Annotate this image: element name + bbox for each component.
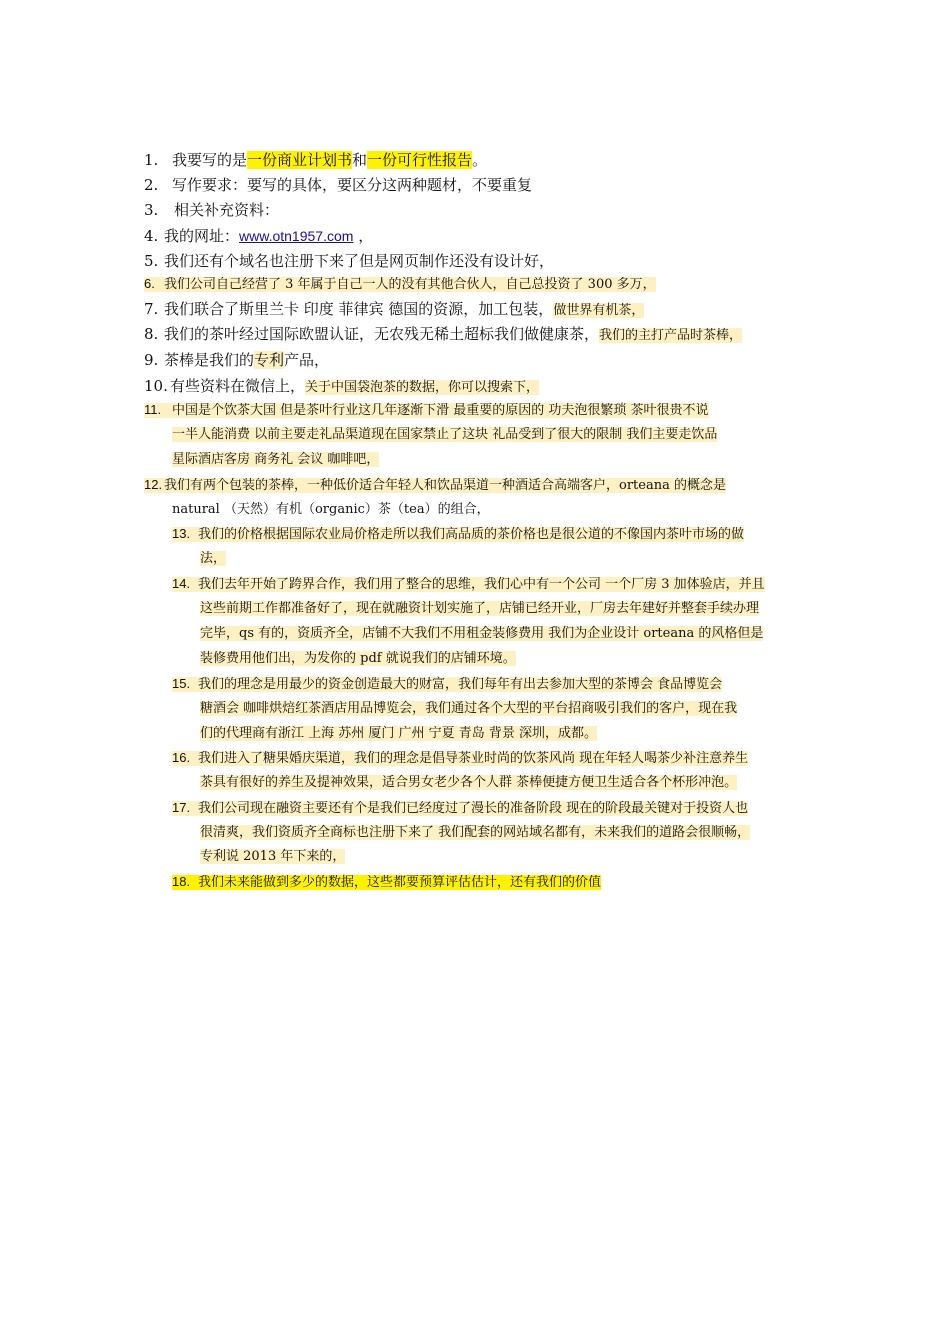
item-line [200,549,226,569]
item-number: 4. [144,227,159,245]
list-item-2 [144,175,532,195]
item-text: 。 [472,151,488,169]
item-line [200,724,597,744]
item-text: 我的网址： [164,227,240,245]
list-item-8 [144,324,742,346]
item-number: 14. [172,576,191,591]
item-text: natural （天然）有机（organic）茶（tea）的组合， [172,502,490,517]
item-text: 我们的茶叶经过国际欧盟认证，无农残无稀土超标我们做健康茶， [164,325,600,343]
item-line [200,649,516,669]
item-number: 5. [144,252,159,270]
item-line [200,823,750,843]
item-number: 9. [144,351,159,369]
highlight-text: 我们的主打产品时茶棒， [599,328,743,343]
item-text: 们的代理商有浙江 上海 苏州 厦门 广州 宁夏 青岛 背景 深圳，成都。 [200,726,598,741]
item-number: 6. [144,276,155,291]
item-line [200,599,759,619]
item-text: 中国是个饮茶大国 但是茶叶行业这几年逐渐下滑 最重要的原因的 功夫泡很繁琐 茶叶很贵不说 [172,403,709,418]
item-text: 我们公司自己经营了 3 年属于自己一人的没有其他合伙人，自己总投资了 300 多万， [164,277,656,292]
item-text: 相关补充资料： [174,201,280,219]
item-line [172,500,490,520]
item-text: 这些前期工作都准备好了，现在就融资计划实施了，店铺已经开业，厂房去年建好并整套手续办理 [200,601,760,616]
item-number: 15. [172,676,191,691]
item-number: 11. [144,402,162,417]
item-number: 17. [172,800,191,815]
item-line [172,574,765,595]
item-text: 法， [200,551,227,566]
item-text: 我们还有个域名也注册下来了但是网页制作还没有设计好， [164,252,555,270]
highlight-text: 做世界有机茶， [553,303,645,318]
item-number: 2. [144,176,159,194]
item-text: 我们公司现在融资主要还有个是我们已经度过了漫长的准备阶段 现在的阶段最关键对于投资人也 [198,801,749,816]
item-text: 我们有两个包装的茶棒，一种低价适合年轻人和饮品渠道一种酒适合高端客户，orteana 的概念是 [164,478,726,493]
item-number: 16. [172,750,191,765]
list-item-4 [144,226,373,246]
item-text: 我们的理念是用最少的资金创造最大的财富，我们每年有出去参加大型的茶博会 食品博览会 [198,677,723,692]
item-number: 7. [144,300,159,318]
item-text: 我们未来能做到多少的数据，这些都要预算评估估计，还有我们的价值 [198,875,602,890]
item-line [144,475,726,496]
item-line [200,847,345,867]
item-text: 装修费用他们出，为发你的 pdf 就说我们的店铺环境。 [200,651,516,666]
item-line [172,798,748,819]
highlight-text: 专利 [254,351,285,369]
list-item-5 [144,251,554,271]
item-text: 我们去年开始了跨界合作，我们用了整合的思维，我们心中有一个公司 一个厂房 3 加体验店，并且 [198,577,765,592]
list-item-3 [144,200,279,220]
item-text: 完毕，qs 有的，资质齐全，店铺不大我们不用租金装修费用 我们为企业设计 orteana 的风格但是 [200,626,764,641]
item-line [172,748,748,769]
item-number: 3. [144,201,159,219]
item-text: 茶棒是我们的 [164,351,255,369]
list-item-18 [172,872,601,893]
item-line [200,773,737,793]
list-item-7 [144,299,644,321]
item-text: 专利说 2013 年下来的， [200,849,346,864]
list-item-9 [144,350,329,370]
item-text: 有些资料在微信上， [170,377,306,395]
highlight-feasibility-report: 一份可行性报告 [367,151,473,169]
item-line [144,400,709,421]
item-text: 茶具有很好的养生及提神效果，适合男女老少各个人群 茶棒便捷方便卫生适合各个杯形冲泡。 [200,775,738,790]
item-number: 10. [144,377,168,395]
item-text: 一半人能消费 以前主要走礼品渠道现在国家禁止了这块 礼品受到了很大的限制 我们主要走饮品 [172,427,718,442]
highlight-business-plan: 一份商业计划书 [247,151,353,169]
item-text: 我们进入了糖果婚庆渠道，我们的理念是倡导茶业时尚的饮茶风尚 现在年轻人喝茶少补注意养生 [198,751,749,766]
item-text: 产品， [284,351,330,369]
item-number: 13. [172,526,191,541]
item-text: ， [353,227,374,245]
item-line [172,524,744,545]
item-text: 很清爽，我们资质齐全商标也注册下来了 我们配套的网站域名都有，未来我们的道路会很顺畅， [200,825,751,840]
list-item-6 [144,274,656,295]
item-number: 18. [172,874,191,889]
highlighted-item [144,277,656,292]
item-line [200,624,763,644]
item-text: 糖酒会 咖啡烘焙红茶酒店用品博览会，我们通过各个大型的平台招商吸引我们的客户，现在我 [200,701,738,716]
item-text: 我们的价格根据国际农业局价格走所以我们高品质的茶价格也是很公道的不像国内茶叶市场的做 [198,527,745,542]
item-number: 8. [144,325,159,343]
item-line [200,699,737,719]
item-line [172,450,379,470]
list-item-1 [144,150,487,170]
item-number: 1. [144,151,159,169]
website-link[interactable]: www.otn1957.com [239,228,354,244]
highlight-text: 关于中国袋泡茶的数据，你可以搜索下， [305,380,540,395]
list-item-10 [144,376,539,398]
item-text: 和 [352,151,368,169]
item-text: 我们联合了斯里兰卡 印度 菲律宾 德国的资源，加工包装， [164,300,554,318]
item-text: 星际酒店客房 商务礼 会议 咖啡吧， [172,452,380,467]
item-text: 写作要求：要写的具体，要区分这两种题材，不要重复 [172,176,533,194]
item-line [172,425,717,445]
item-text: 我要写的是 [172,151,248,169]
item-line [172,674,722,695]
item-number: 12. [144,477,163,492]
